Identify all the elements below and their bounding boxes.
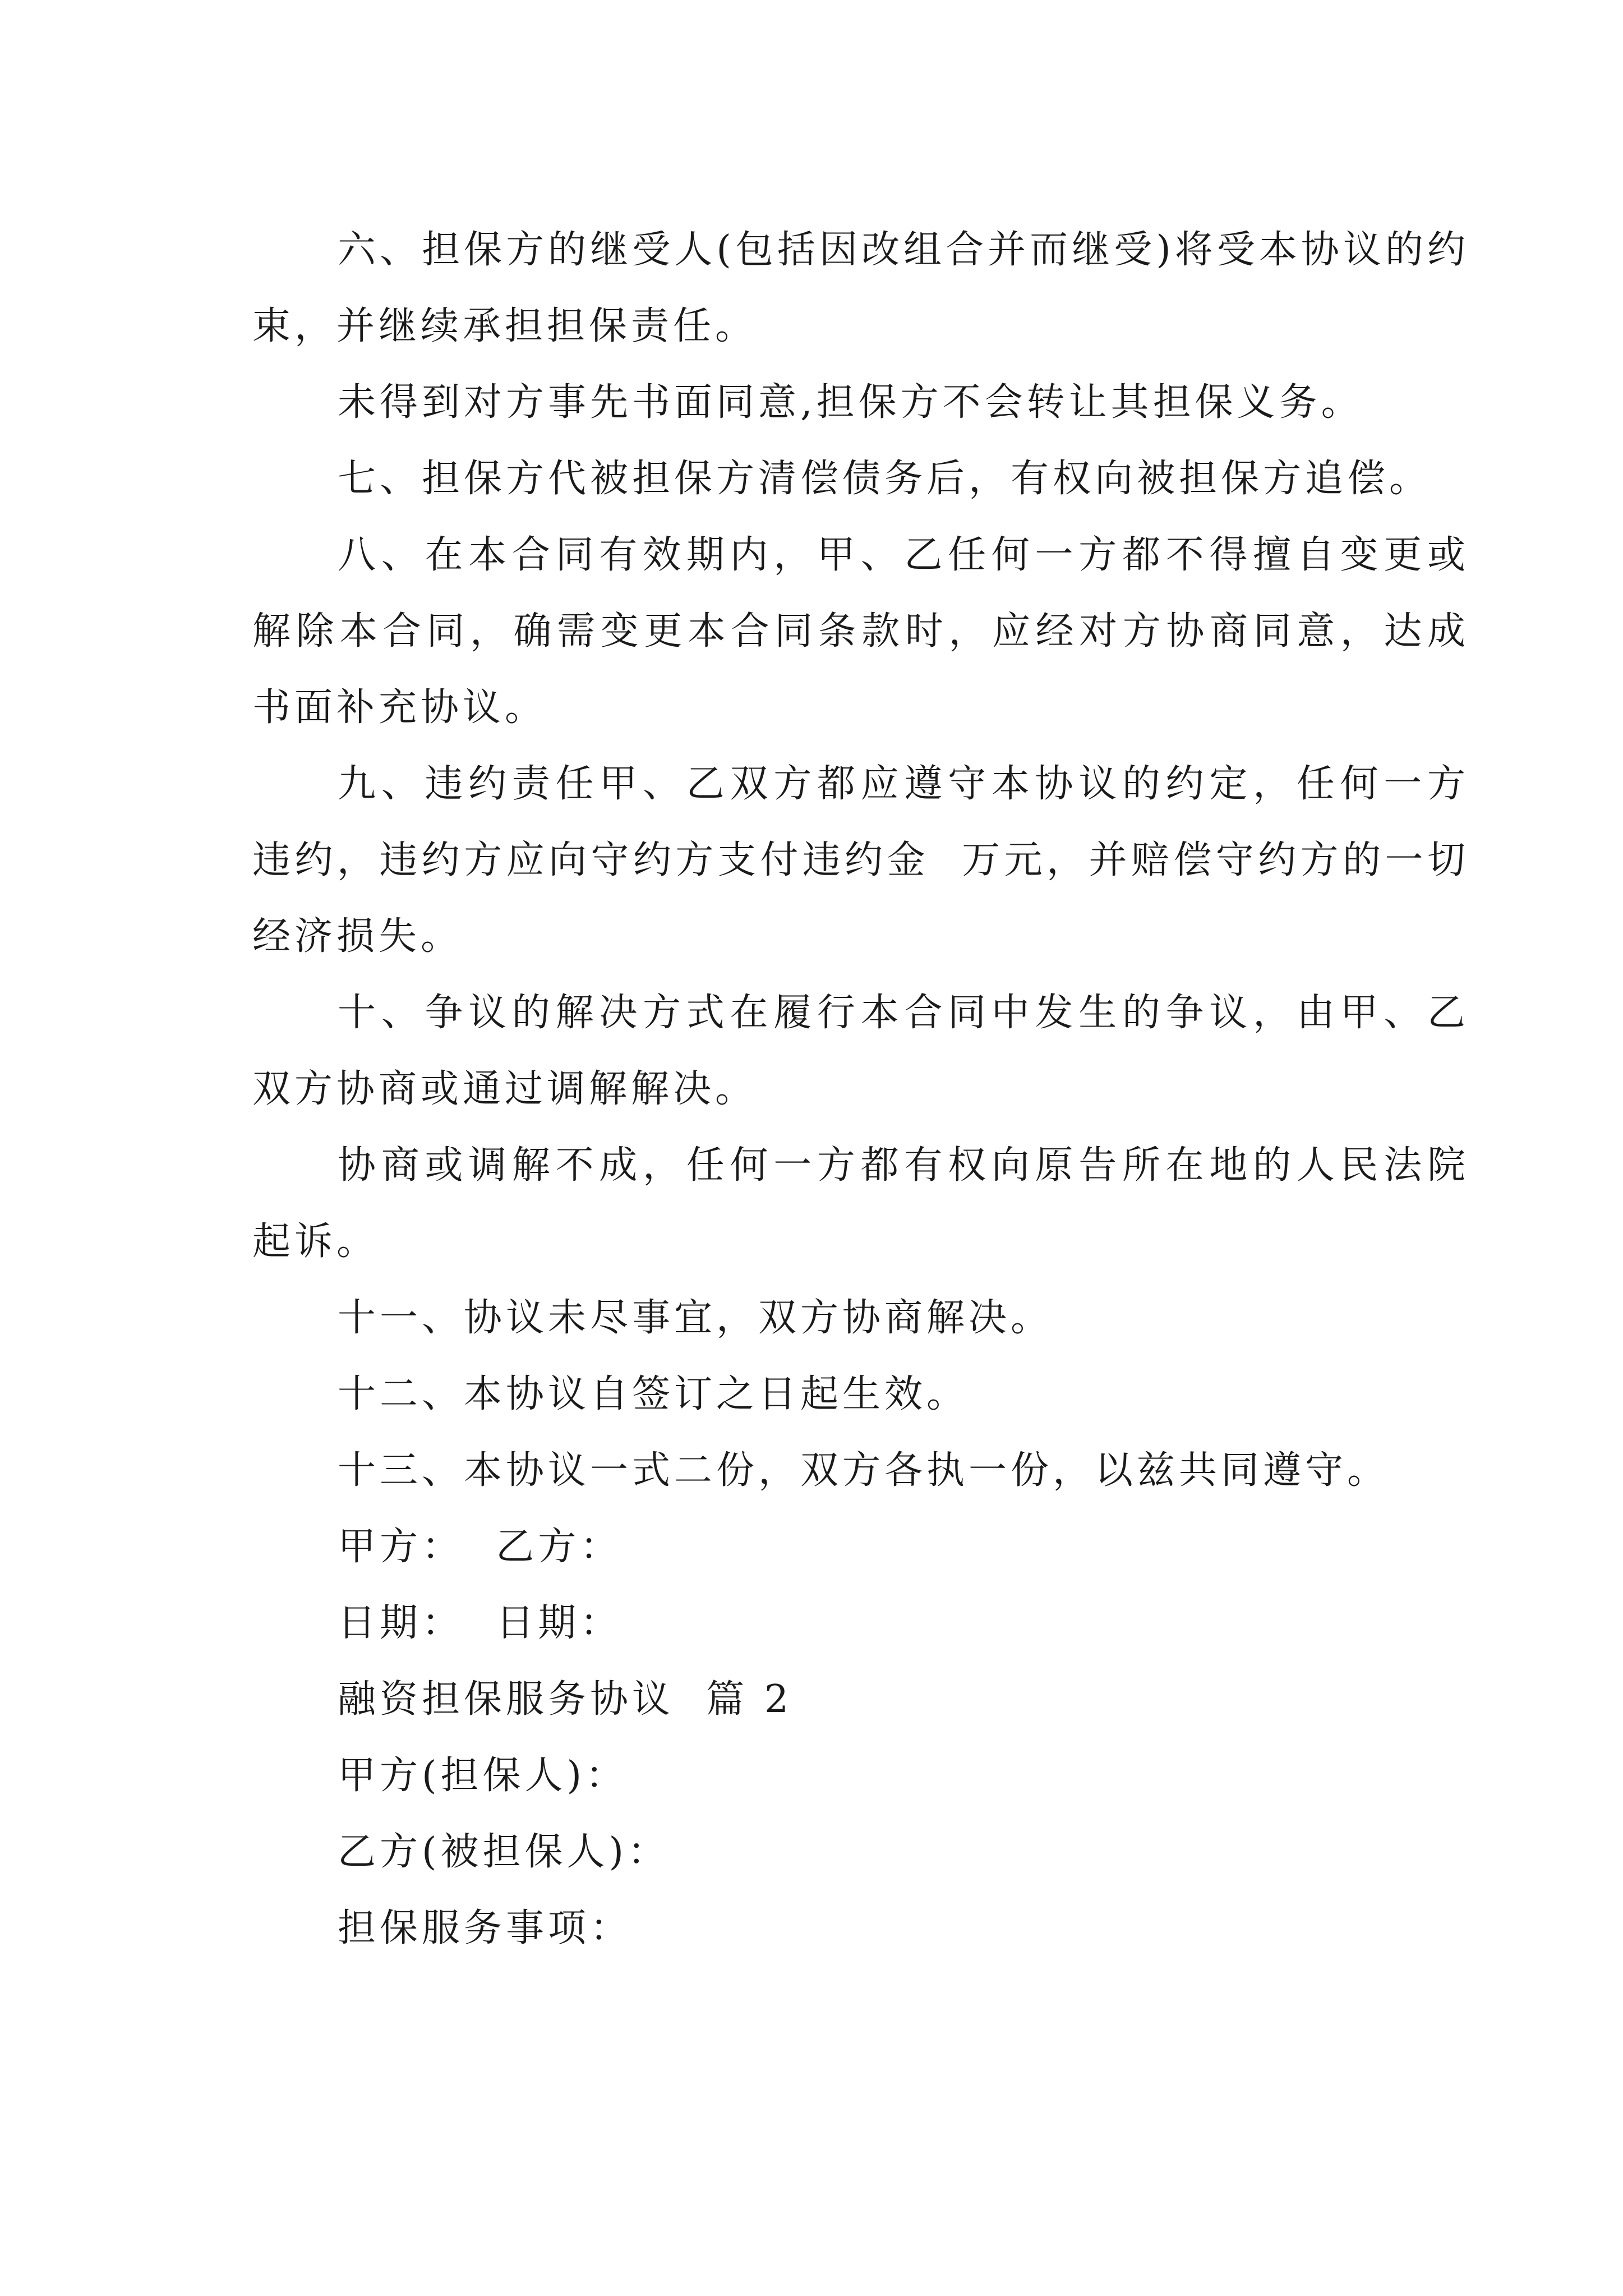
section-title: 融资担保服务协议 篇 2 xyxy=(338,1677,793,1722)
party-a-guarantor: 甲方(担保人)： xyxy=(338,1754,628,1798)
clause-8-modification: 八、在本合同有效期内，甲、乙任何一方都不得擅自变更或解除本合同，确需变更本合同条款时，应经对方协商同意，达成书面补充协议。 xyxy=(252,533,1469,730)
clause-13-copies: 十三、本协议一式二份，双方各执一份，以兹共同遵守。 xyxy=(338,1448,1390,1493)
no-transfer-clause: 未得到对方事先书面同意,担保方不会转让其担保义务。 xyxy=(338,380,1363,425)
clause-6-successor: 六、担保方的继受人(包括因改组合并而继受)将受本协议的约束，并继续承担担保责任。 xyxy=(252,228,1469,348)
document-body xyxy=(252,212,1469,1967)
party-b-guaranteed: 乙方(被担保人)： xyxy=(338,1830,670,1874)
clause-7-recourse: 七、担保方代被担保方清偿债务后，有权向被担保方追偿。 xyxy=(338,457,1432,501)
signature-dates: 日期： 日期： xyxy=(338,1601,623,1645)
clause-11-unresolved: 十一、协议未尽事宜，双方协商解决。 xyxy=(338,1296,1053,1340)
clause-10-disputes: 十、争议的解决方式在履行本合同中发生的争议，由甲、乙双方协商或通过调解解决。 xyxy=(252,991,1469,1111)
guarantee-service-items: 担保服务事项： xyxy=(338,1906,633,1950)
clause-12-effective: 十二、本协议自签订之日起生效。 xyxy=(338,1372,969,1416)
party-signatures: 甲方： 乙方： xyxy=(338,1525,623,1569)
litigation-clause: 协商或调解不成，任何一方都有权向原告所在地的人民法院起诉。 xyxy=(252,1143,1469,1264)
clause-9-liability: 九、违约责任甲、乙双方都应遵守本协议的约定，任何一方违约，违约方应向守约方支付违约金 万元，并赔偿守约方的一切经济损失。 xyxy=(252,762,1469,959)
